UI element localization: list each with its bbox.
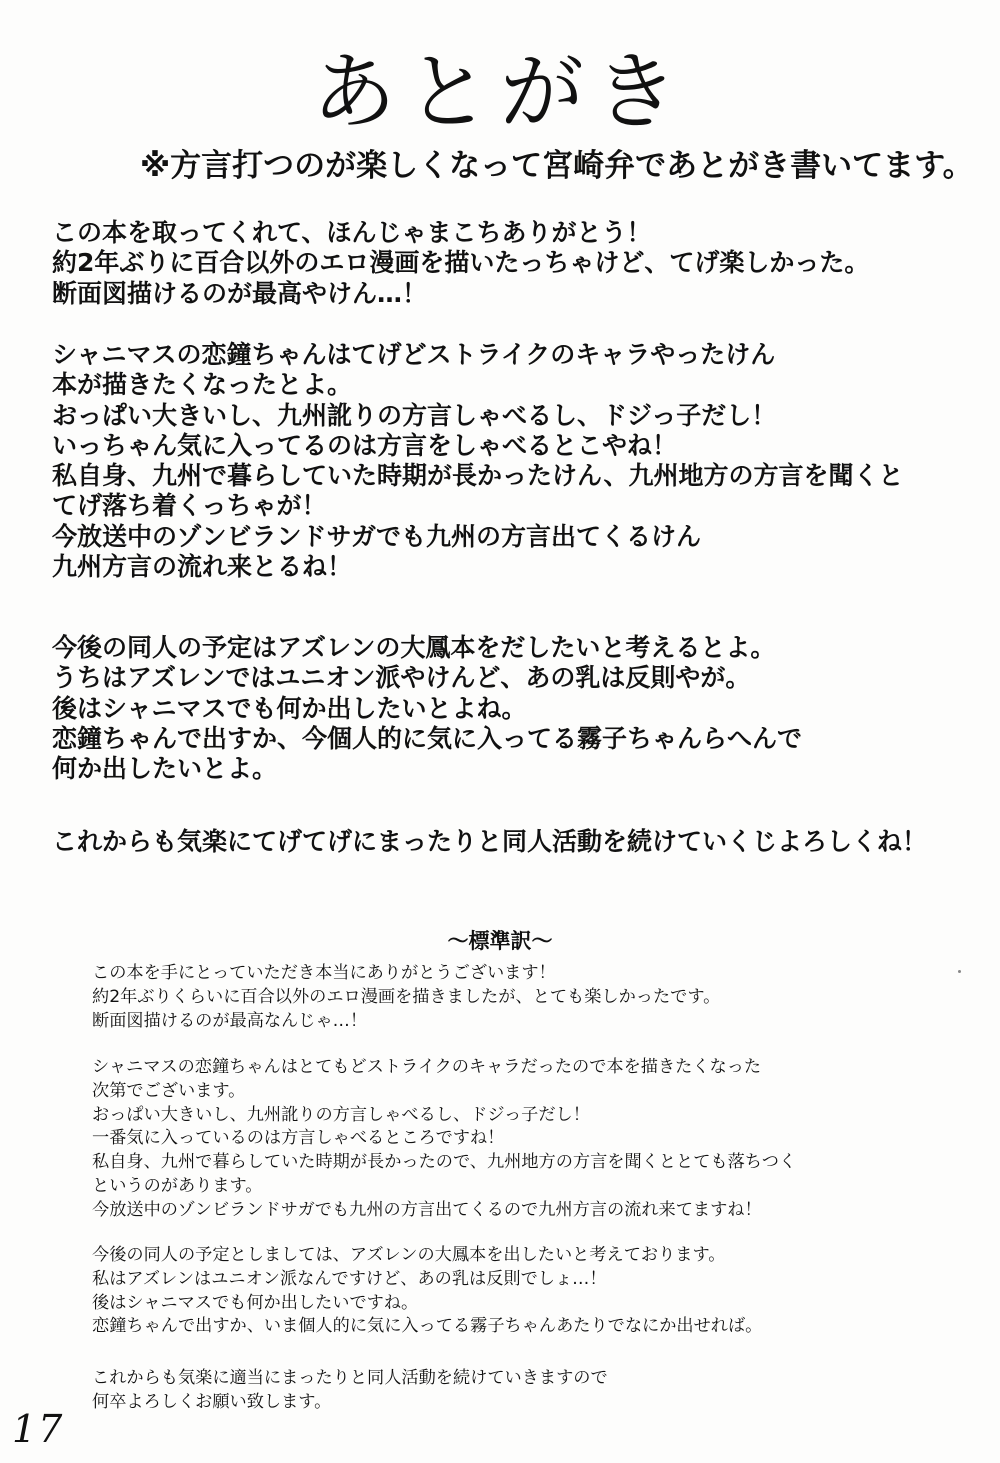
dialect-paragraph-1 (52, 218, 992, 309)
text-line: 今後の同人の予定としましては、アズレンの大鳳本を出したいと考えております。 (92, 1245, 726, 1265)
text-line: 約2年ぶりに百合以外のエロ漫画を描いたっちゃけど、てげ楽しかった。 (52, 248, 870, 278)
text-line: 次第でございます。 (92, 1080, 246, 1101)
text-line: シャニマスの恋鐘ちゃんはとてもどストライクのキャラだったので本を描きたくなった (92, 1057, 762, 1077)
page-title: あとがき (311, 43, 688, 141)
text-line: 何か出したいとよ。 (52, 754, 278, 784)
text-line: 何卒よろしくお願い致します。 (92, 1391, 332, 1412)
text-line: いっちゃん気に入ってるのは方言をしゃべるとこやね！ (52, 430, 678, 460)
text-line: 私自身、九州で暮らしていた時期が長かったけん、九州地方の方言を聞くと (52, 461, 904, 491)
text-line: 恋鐘ちゃんで出すか、今個人的に気に入ってる霧子ちゃんらへんで (52, 723, 803, 753)
text-line: 後はシャニマスでも何か出したいですね。 (92, 1292, 419, 1313)
standard-paragraph-3 (92, 1244, 972, 1339)
text-line: というのがあります。 (92, 1175, 263, 1196)
dialect-paragraph-4 (52, 827, 992, 857)
text-line: この本を手にとっていただき本当にありがとうございます！ (92, 963, 556, 983)
standard-paragraph-4 (92, 1367, 972, 1415)
text-line: シャニマスの恋鐘ちゃんはてげどストライクのキャラやったけん (52, 340, 776, 369)
dialect-note: ※方言打つのが楽しくなって宮崎弁であとがき書いてます。 (140, 148, 974, 184)
text-line: うちはアズレンではユニオン派やけんど、あの乳は反則やが。 (52, 663, 751, 693)
text-line: 後はシャニマスでも何か出したいとよね。 (52, 693, 527, 723)
standard-paragraph-2 (92, 1056, 972, 1223)
text-line: 私自身、九州で暮らしていた時期が長かったので、九州地方の方言を聞くととても落ちつく (92, 1152, 797, 1173)
text-line: 恋鐘ちゃんで出すか、いま個人的に気に入ってる霧子ちゃんあたりでなにか出せれば。 (92, 1316, 763, 1337)
standard-translation-heading: ～標準訳～ (447, 929, 553, 953)
text-line: これからも気楽に適当にまったりと同人活動を続けていきますので (92, 1368, 608, 1388)
page-number: 17 (12, 1407, 65, 1451)
text-line: 約2年ぶりくらいに百合以外のエロ漫画を描きましたが、とても楽しかったです。 (92, 986, 721, 1007)
text-line: これからも気楽にてげてげにまったりと同人活動を続けていくじよろしくね！ (52, 827, 928, 856)
text-line: 九州方言の流れ来とるね！ (52, 552, 353, 582)
text-line: おっぱい大きいし、九州訛りの方言しゃべるし、ドジっ子だし！ (92, 1104, 590, 1125)
text-line: 断面図描けるのが最高なんじゃ…！ (92, 1010, 368, 1031)
text-line: 私はアズレンはユニオン派なんですけど、あの乳は反則でしょ…！ (92, 1268, 607, 1289)
text-line: 今放送中のゾンビランドサガでも九州の方言出てくるけん (52, 521, 702, 551)
text-line: 一番気に入っているのは方言しゃべるところですね！ (92, 1128, 505, 1149)
text-line: この本を取ってくれて、ほんじゃまこちありがとう！ (52, 218, 652, 247)
paper-speck (958, 970, 961, 973)
text-line: 本が描きたくなったとよ。 (52, 370, 353, 400)
text-line: てげ落ち着くっちゃが！ (52, 491, 327, 521)
text-line: 今放送中のゾンビランドサガでも九州の方言出てくるので九州方言の流れ来てますね！ (92, 1199, 762, 1220)
dialect-paragraph-3 (52, 633, 992, 784)
text-line: 今後の同人の予定はアズレンの大鳳本をだしたいと考えるとよ。 (52, 633, 776, 662)
standard-paragraph-1 (92, 962, 972, 1033)
text-line: おっぱい大きいし、九州訛りの方言しゃべるし、ドジっ子だし！ (52, 400, 777, 430)
dialect-paragraph-2 (52, 340, 992, 582)
text-line: 断面図描けるのが最高やけん…！ (52, 278, 428, 308)
